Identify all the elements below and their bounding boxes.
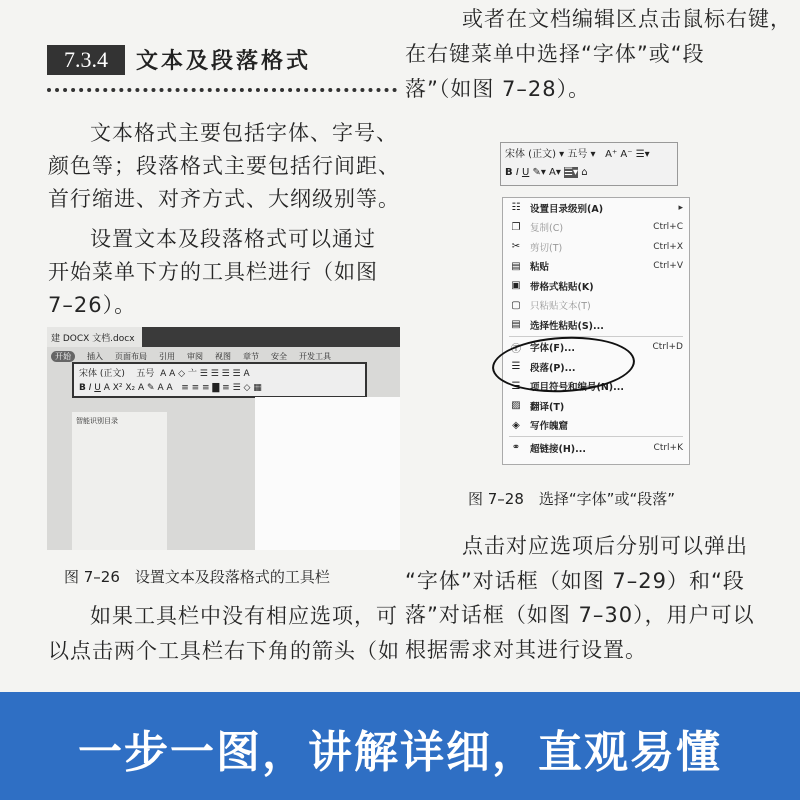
side-panel [72,412,167,550]
body-line: 落”（如图 7–28）。 [405,77,591,101]
menu-item-label: 只粘贴文本(T) [530,301,591,313]
menu-item-shortcut: Ctrl+K [653,442,683,453]
menu-item-icon: Ⓣ [511,343,521,355]
menu-item[interactable] [503,218,689,238]
menu-item[interactable] [503,296,689,316]
format-toolbar: 宋体 (正文) 五号 A A ◇ 亠 ☰ ☰ ☰ ☰ A B I U A X² X₂ A ✎ A A ≡ ≡ ≡ ▇ ≡ ☰ ◇ ▦ [72,362,367,398]
body-line: 落”对话框（如图 7–30），用户可以 [405,603,755,627]
ribbon-tabs [51,351,331,362]
menu-item[interactable] [503,396,689,416]
tab-layout[interactable]: 页面布局 [115,352,147,361]
menu-item-icon: ▨ [511,400,521,412]
tab-security[interactable]: 安全 [271,352,287,361]
banner-text: 一步一图，讲解详细，直观易懂 [78,727,722,778]
menu-item-icon: ☷ [511,202,521,214]
context-menu [502,197,690,465]
menu-item-label: 字体(F)... [530,343,575,355]
menu-item-label: 粘贴 [530,262,550,274]
menu-item[interactable] [503,438,689,458]
menu-item-shortcut: Ctrl+C [653,222,683,233]
figure-caption: 图 7–28 选择“字体”或“段落” [468,490,675,508]
menu-item[interactable] [503,315,689,335]
font-name-select[interactable]: 宋体 (正文) [79,369,125,379]
menu-item-icon: ⚭ [511,442,521,454]
menu-item-shortcut: Ctrl+X [653,241,683,252]
mini-toolbar: 宋体 (正文) ▾ 五号 ▾ A⁺ A⁻ ☰▾ B I U ✎▾ A▾ ☰▾ ⌂ [500,142,678,186]
tab-insert[interactable]: 插入 [87,352,103,361]
menu-item-icon: ☰ [511,380,521,392]
promo-banner [0,692,800,800]
menu-item-label: 写作魄窟 [530,421,569,433]
body-line: 点击对应选项后分别可以弹出 [462,534,748,558]
figure-caption: 图 7–26 设置文本及段落格式的工具栏 [64,568,330,586]
menu-item-icon: ✂ [511,241,521,253]
font-name-select[interactable]: 宋体 (正文) [505,149,556,160]
menu-separator [509,336,683,337]
figure-7-26-screenshot [47,327,400,550]
figure-7-28-screenshot [500,142,692,467]
menu-separator [509,436,683,437]
body-line: 设置文本及段落格式可以通过 [90,227,376,251]
dotted-divider [47,88,397,92]
body-line: 开始菜单下方的工具栏进行（如图 [48,260,378,284]
body-line: 文本格式主要包括字体、字号、 [90,121,398,145]
tab-reference[interactable]: 引用 [159,352,175,361]
menu-item-label: 复制(C) [530,223,564,235]
menu-item[interactable] [503,198,689,218]
tab-start[interactable]: 开始 [51,351,75,362]
menu-item-label: 选择性粘贴(S)... [530,320,604,332]
tab-review[interactable]: 审阅 [187,352,203,361]
body-line: 如果工具栏中没有相应选项，可 [90,604,398,628]
body-line: 根据需求对其进行设置。 [405,638,647,662]
menu-item-icon: ▣ [511,280,521,292]
menu-item[interactable] [503,257,689,277]
window-title: 建 DOCX 文档.docx [51,334,135,344]
menu-item-icon: ◈ [512,419,520,431]
menu-item-label: 带格式粘贴(K) [530,281,594,293]
menu-item-shortcut: Ctrl+D [652,342,683,353]
menu-item-label: 剪切(T) [530,242,563,254]
tab-chapter[interactable]: 章节 [243,352,259,361]
body-line: 以点击两个工具栏右下角的箭头（如 [48,639,400,663]
menu-item-label: 项目符号和编号(N)... [530,382,624,394]
body-line: “字体”对话框（如图 7–29）和“段 [405,569,745,593]
menu-item-label: 超链接(H)... [530,443,586,455]
panel-label: 智能识别目录 [76,417,118,425]
menu-item-shortcut: Ctrl+V [653,261,683,272]
window-titlebar [47,327,400,347]
section-number: 7.3.4 [47,45,125,75]
body-line: 颜色等；段落格式主要包括行间距、 [48,154,400,178]
menu-item[interactable] [503,416,689,436]
menu-item-label: 段落(P)... [530,362,576,374]
menu-item-icon: ▢ [511,299,521,311]
document-page [255,397,400,550]
menu-item[interactable] [503,276,689,296]
menu-item[interactable] [503,237,689,257]
menu-item-icon: ❐ [511,221,521,233]
menu-item-icon: ☰ [511,361,521,373]
menu-item-icon: ▤ [511,319,521,331]
tab-developer[interactable]: 开发工具 [299,352,331,361]
menu-item-label: 翻译(T) [530,401,565,413]
menu-item-shortcut: ▸ [678,202,683,213]
section-title: 文本及段落格式 [136,49,312,74]
body-line: 7–26）。 [48,293,137,317]
body-line: 首行缩进、对齐方式、大纲级别等。 [48,187,400,211]
menu-item-label: 设置目录级别(A) [530,203,604,215]
body-line: 或者在文档编辑区点击鼠标右键， [462,7,792,31]
font-size-select[interactable]: 五号 [136,369,155,379]
body-line: 在右键菜单中选择“字体”或“段 [405,42,705,66]
font-size-select[interactable]: 五号 [567,149,588,160]
menu-item-icon: ▤ [511,260,521,272]
tab-view[interactable]: 视图 [215,352,231,361]
